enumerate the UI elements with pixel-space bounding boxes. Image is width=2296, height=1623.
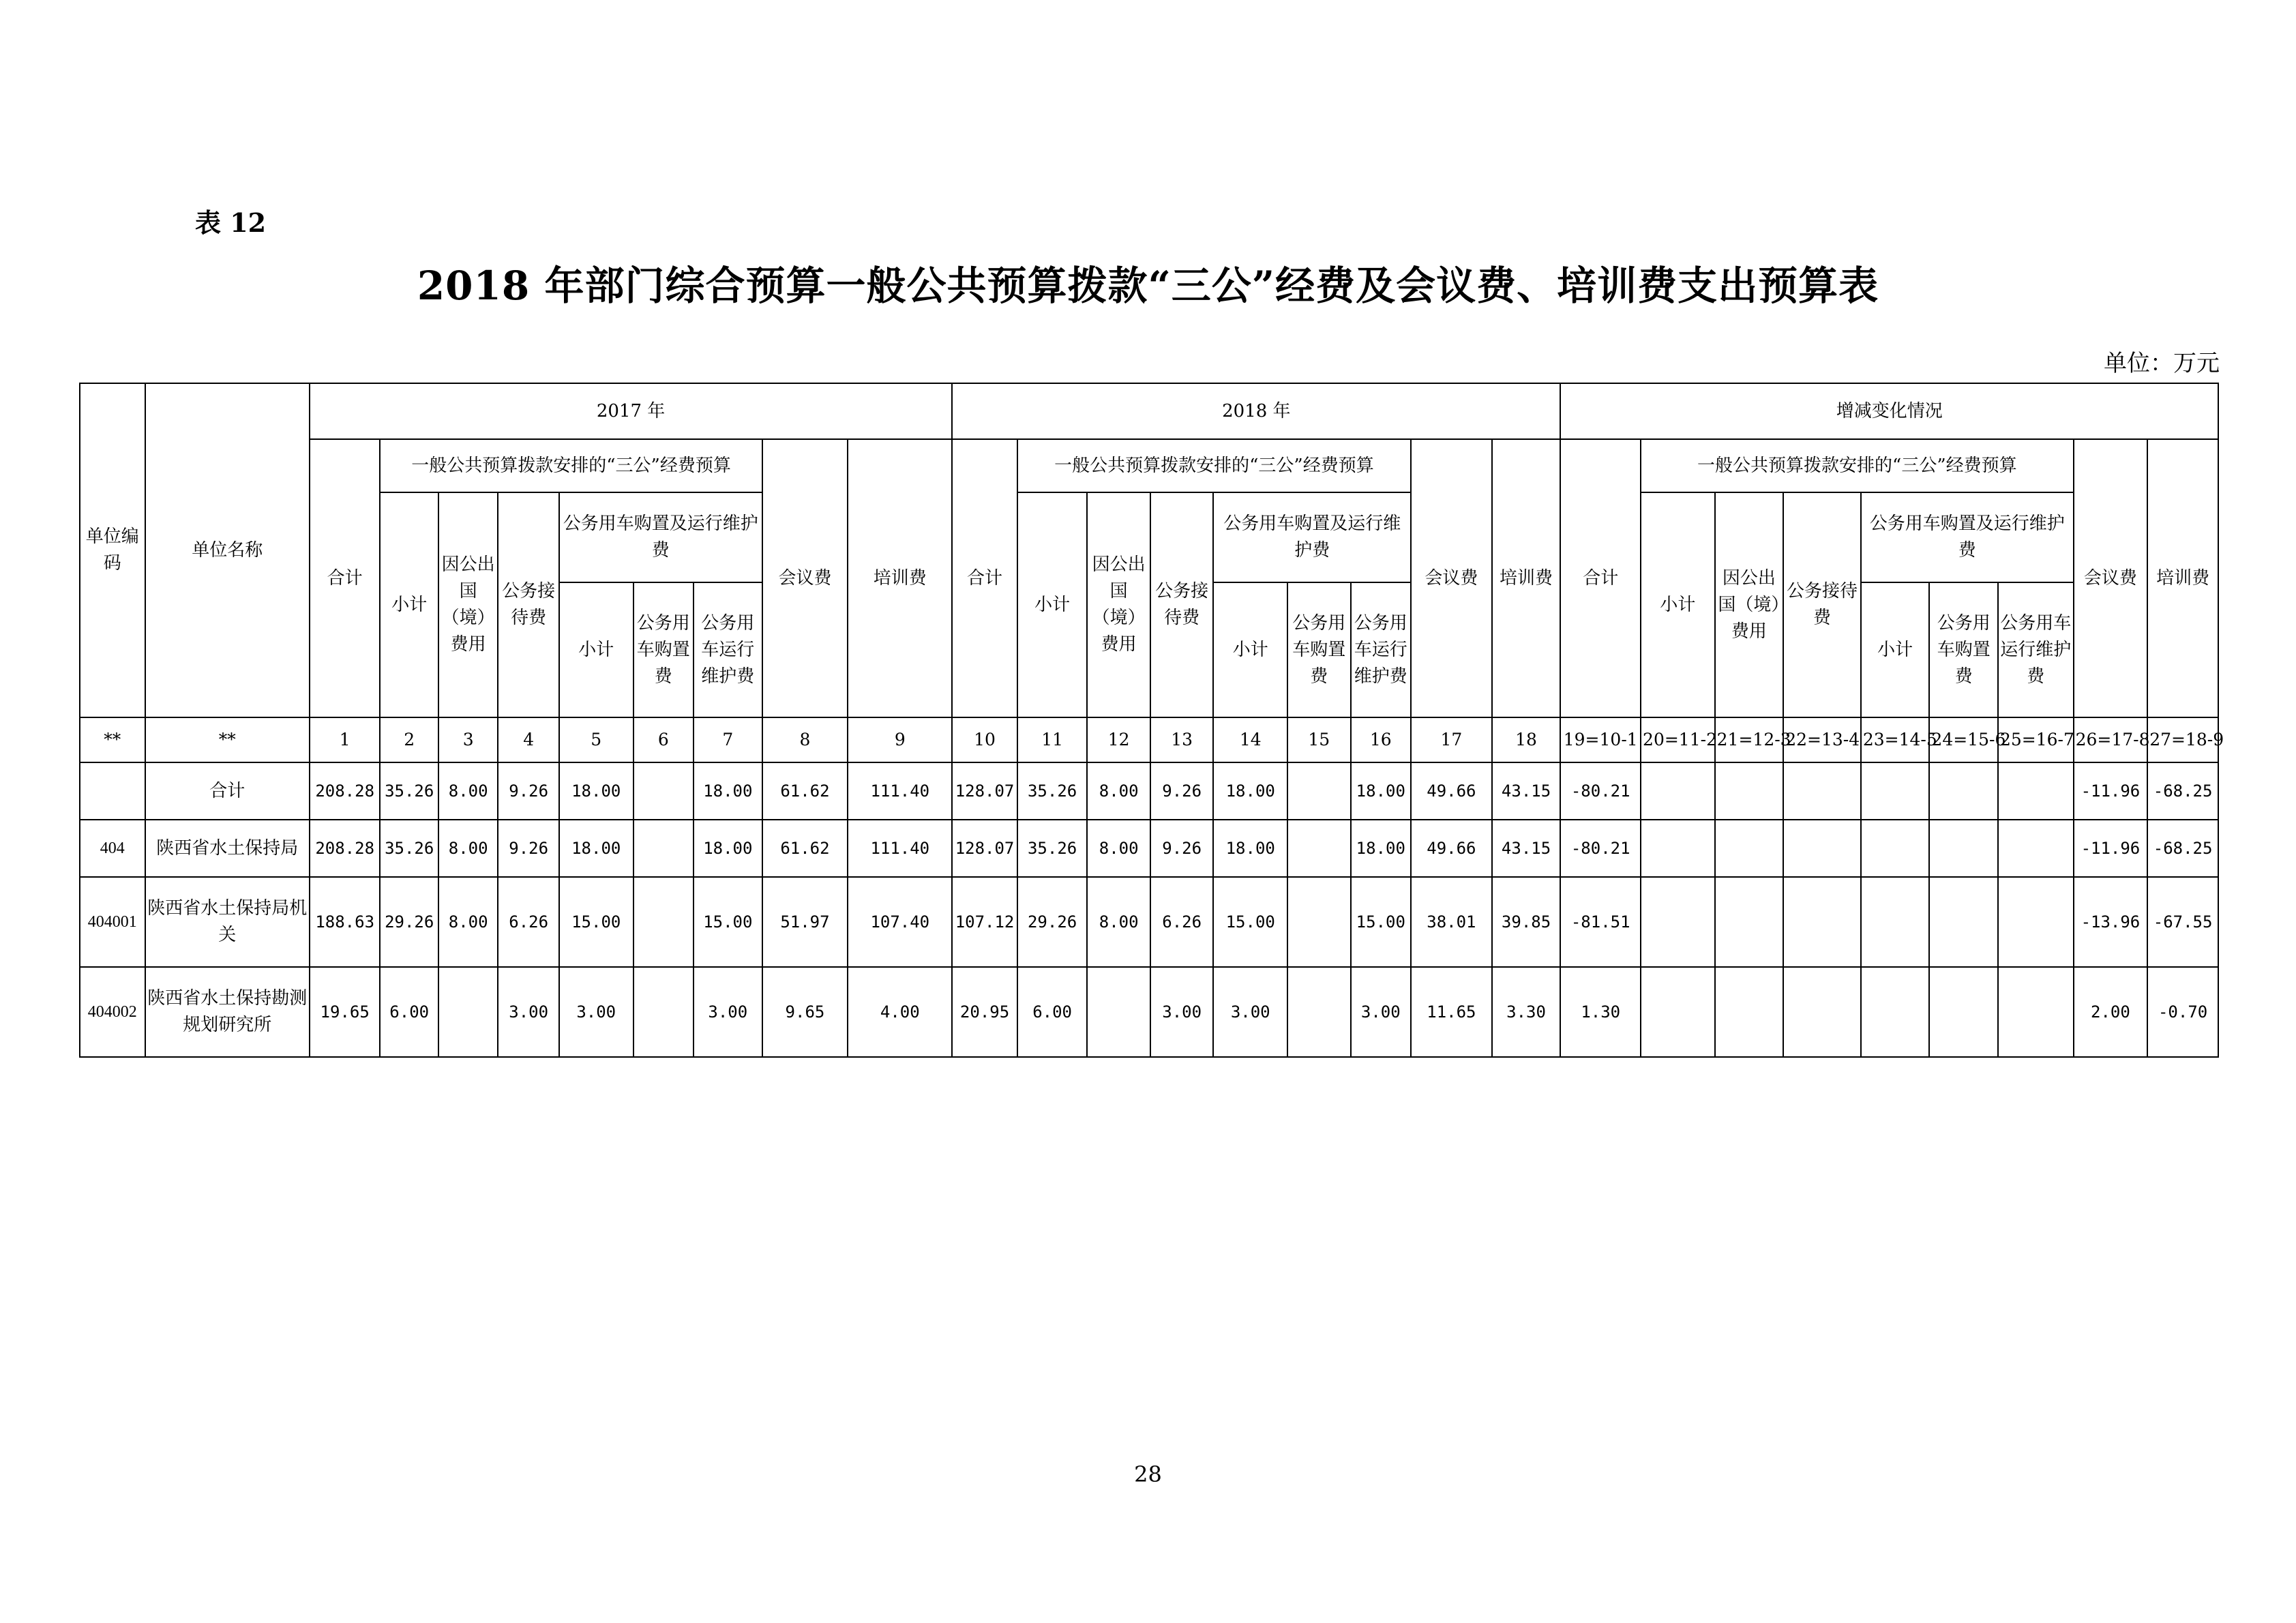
index-cell: 26=17-8 (2074, 717, 2148, 762)
value-cell (1641, 762, 1715, 820)
value-cell (1641, 877, 1715, 967)
value-cell (1287, 762, 1351, 820)
value-cell: 35.26 (1017, 820, 1088, 877)
value-cell (633, 820, 694, 877)
value-cell: -11.96 (2074, 820, 2148, 877)
unit-code-cell: 404002 (80, 967, 145, 1057)
value-cell: -68.25 (2147, 820, 2218, 877)
value-cell: 15.00 (559, 877, 633, 967)
value-cell: 111.40 (848, 762, 952, 820)
value-cell: 188.63 (310, 877, 381, 967)
index-cell: 15 (1287, 717, 1351, 762)
value-cell: 11.65 (1411, 967, 1492, 1057)
unit-name-cell: 合计 (145, 762, 310, 820)
header-reception-2018: 公务接待费 (1150, 492, 1214, 717)
value-cell (1783, 877, 1861, 967)
header-total-change: 合计 (1560, 439, 1641, 717)
header-unit-code: 单位编码 (80, 383, 145, 717)
value-cell: 6.00 (1017, 967, 1088, 1057)
value-cell: 3.00 (1351, 967, 1412, 1057)
header-total-2017: 合计 (310, 439, 381, 717)
column-index-row (80, 717, 2218, 762)
value-cell: 128.07 (952, 820, 1017, 877)
header-vehicle-operation-2018: 公务用车运行维护费 (1351, 582, 1412, 717)
header-vehicle-subtotal-2018: 小计 (1213, 582, 1287, 717)
header-vehicle-purchase-2018: 公务用车购置费 (1287, 582, 1351, 717)
value-cell: 8.00 (1087, 820, 1150, 877)
value-cell: 8.00 (1087, 762, 1150, 820)
header-abroad-2018: 因公出国（境）费用 (1087, 492, 1150, 717)
header-unit-name: 单位名称 (145, 383, 310, 717)
value-cell (633, 762, 694, 820)
data-rows (80, 762, 2218, 1057)
table-label: 表 12 (195, 207, 267, 238)
index-cell: 9 (848, 717, 952, 762)
index-cell: 13 (1150, 717, 1214, 762)
value-cell: 3.00 (498, 967, 559, 1057)
header-abroad-2017: 因公出国（境）费用 (438, 492, 498, 717)
value-cell: 8.00 (438, 762, 498, 820)
unit-code-cell: 404 (80, 820, 145, 877)
value-cell (1998, 820, 2074, 877)
value-cell (1929, 877, 1998, 967)
header-training-2018: 培训费 (1492, 439, 1561, 717)
header-change: 增减变化情况 (1560, 383, 2218, 439)
index-cell: 5 (559, 717, 633, 762)
header-abroad-change: 因公出国（境）费用 (1715, 492, 1784, 717)
value-cell: 6.00 (380, 967, 438, 1057)
value-cell: 6.26 (1150, 877, 1214, 967)
header-year-2017: 2017 年 (310, 383, 952, 439)
unit-note: 单位：万元 (2104, 350, 2220, 377)
page-title: 2018 年部门综合预算一般公共预算拨款“三公”经费及会议费、培训费支出预算表 (417, 263, 1879, 309)
value-cell (438, 967, 498, 1057)
value-cell: 18.00 (694, 820, 762, 877)
value-cell: 61.62 (762, 820, 848, 877)
value-cell (1715, 967, 1784, 1057)
value-cell: 49.66 (1411, 762, 1492, 820)
value-cell: 51.97 (762, 877, 848, 967)
value-cell: 107.12 (952, 877, 1017, 967)
table-row (80, 820, 2218, 877)
header-row-years (80, 383, 2218, 439)
value-cell: 111.40 (848, 820, 952, 877)
value-cell: -68.25 (2147, 762, 2218, 820)
value-cell: 35.26 (1017, 762, 1088, 820)
index-cell: 24=15-6 (1929, 717, 1998, 762)
value-cell (1861, 967, 1930, 1057)
value-cell (1287, 877, 1351, 967)
value-cell (1861, 762, 1930, 820)
value-cell: -80.21 (1560, 820, 1641, 877)
value-cell (1861, 877, 1930, 967)
index-cell: 22=13-4 (1783, 717, 1861, 762)
value-cell: 208.28 (310, 820, 381, 877)
value-cell (1998, 877, 2074, 967)
index-cell: 21=12-3 (1715, 717, 1784, 762)
table-row (80, 877, 2218, 967)
unit-name-cell: 陕西省水土保持勘测规划研究所 (145, 967, 310, 1057)
value-cell (1783, 762, 1861, 820)
index-cell: 23=14-5 (1861, 717, 1930, 762)
value-cell: 15.00 (1351, 877, 1412, 967)
value-cell (1861, 820, 1930, 877)
index-cell: 7 (694, 717, 762, 762)
index-cell: 12 (1087, 717, 1150, 762)
index-cell: 17 (1411, 717, 1492, 762)
value-cell: 8.00 (438, 877, 498, 967)
index-cell: 19=10-1 (1560, 717, 1641, 762)
value-cell (1998, 967, 2074, 1057)
value-cell: 29.26 (1017, 877, 1088, 967)
value-cell: 9.26 (498, 820, 559, 877)
value-cell (1087, 967, 1150, 1057)
header-row-subcategories (80, 492, 2218, 582)
value-cell: 15.00 (1213, 877, 1287, 967)
index-cell: 27=18-9 (2147, 717, 2218, 762)
value-cell (1929, 967, 1998, 1057)
value-cell (1929, 762, 1998, 820)
index-cell: 6 (633, 717, 694, 762)
value-cell: 9.65 (762, 967, 848, 1057)
value-cell (1715, 877, 1784, 967)
value-cell: 18.00 (1351, 762, 1412, 820)
unit-code-cell (80, 762, 145, 820)
value-cell: 8.00 (438, 820, 498, 877)
header-reception-2017: 公务接待费 (498, 492, 559, 717)
value-cell: 9.26 (1150, 762, 1214, 820)
unit-name-cell: 陕西省水土保持局 (145, 820, 310, 877)
header-meeting-2017: 会议费 (762, 439, 848, 717)
table-row (80, 967, 2218, 1057)
value-cell (1929, 820, 1998, 877)
value-cell: 3.30 (1492, 967, 1561, 1057)
value-cell: 43.15 (1492, 820, 1561, 877)
value-cell: 15.00 (694, 877, 762, 967)
header-row-categories (80, 439, 2218, 492)
value-cell (633, 967, 694, 1057)
value-cell: 39.85 (1492, 877, 1561, 967)
value-cell: 9.26 (1150, 820, 1214, 877)
value-cell: 3.00 (559, 967, 633, 1057)
header-meeting-change: 会议费 (2074, 439, 2148, 717)
value-cell: 2.00 (2074, 967, 2148, 1057)
header-vehicle-change: 公务用车购置及运行维护费 (1861, 492, 2074, 582)
value-cell (1715, 820, 1784, 877)
value-cell (1641, 820, 1715, 877)
header-vehicle-operation-2017: 公务用车运行维护费 (694, 582, 762, 717)
header-sangong-change: 一般公共预算拨款安排的“三公”经费预算 (1641, 439, 2074, 492)
header-training-change: 培训费 (2147, 439, 2218, 717)
index-cell: 16 (1351, 717, 1412, 762)
header-vehicle-operation-change: 公务用车运行维护费 (1998, 582, 2074, 717)
page-number: 28 (1134, 1461, 1162, 1487)
header-subtotal-change: 小计 (1641, 492, 1715, 717)
budget-table (79, 383, 2224, 1058)
value-cell: 1.30 (1560, 967, 1641, 1057)
index-cell: 10 (952, 717, 1017, 762)
index-cell: 20=11-2 (1641, 717, 1715, 762)
value-cell: 35.26 (380, 762, 438, 820)
value-cell (1641, 967, 1715, 1057)
index-cell: 3 (438, 717, 498, 762)
header-reception-change: 公务接待费 (1783, 492, 1861, 717)
value-cell: 19.65 (310, 967, 381, 1057)
index-cell: ** (145, 717, 310, 762)
value-cell: 9.26 (498, 762, 559, 820)
value-cell: 18.00 (1213, 820, 1287, 877)
value-cell (1998, 762, 2074, 820)
header-vehicle-2018: 公务用车购置及运行维护费 (1213, 492, 1411, 582)
value-cell (1783, 967, 1861, 1057)
index-cell: 8 (762, 717, 848, 762)
value-cell: 208.28 (310, 762, 381, 820)
value-cell: 3.00 (1150, 967, 1214, 1057)
value-cell: -11.96 (2074, 762, 2148, 820)
header-vehicle-purchase-2017: 公务用车购置费 (633, 582, 694, 717)
value-cell: -67.55 (2147, 877, 2218, 967)
value-cell: 18.00 (694, 762, 762, 820)
value-cell: 18.00 (559, 762, 633, 820)
value-cell: 18.00 (1351, 820, 1412, 877)
index-cell: ** (80, 717, 145, 762)
header-meeting-2018: 会议费 (1411, 439, 1492, 717)
header-vehicle-2017: 公务用车购置及运行维护费 (559, 492, 762, 582)
index-cell: 4 (498, 717, 559, 762)
index-cell: 14 (1213, 717, 1287, 762)
value-cell: 8.00 (1087, 877, 1150, 967)
value-cell: 128.07 (952, 762, 1017, 820)
index-cell: 2 (380, 717, 438, 762)
value-cell: 6.26 (498, 877, 559, 967)
value-cell (1715, 762, 1784, 820)
value-cell: 18.00 (559, 820, 633, 877)
value-cell: 35.26 (380, 820, 438, 877)
header-total-2018: 合计 (952, 439, 1017, 717)
table-row (80, 762, 2218, 820)
value-cell: 18.00 (1213, 762, 1287, 820)
unit-code-cell: 404001 (80, 877, 145, 967)
value-cell: -81.51 (1560, 877, 1641, 967)
value-cell: 29.26 (380, 877, 438, 967)
header-training-2017: 培训费 (848, 439, 952, 717)
header-vehicle-purchase-change: 公务用车购置费 (1929, 582, 1998, 717)
value-cell: 61.62 (762, 762, 848, 820)
value-cell: 43.15 (1492, 762, 1561, 820)
header-vehicle-subtotal-2017: 小计 (559, 582, 633, 717)
value-cell: 49.66 (1411, 820, 1492, 877)
value-cell: 3.00 (694, 967, 762, 1057)
header-year-2018: 2018 年 (952, 383, 1560, 439)
value-cell (1287, 820, 1351, 877)
header-subtotal-2018: 小计 (1017, 492, 1088, 717)
unit-name-cell: 陕西省水土保持局机关 (145, 877, 310, 967)
header-subtotal-2017: 小计 (380, 492, 438, 717)
value-cell: 107.40 (848, 877, 952, 967)
header-sangong-2018: 一般公共预算拨款安排的“三公”经费预算 (1017, 439, 1411, 492)
index-cell: 25=16-7 (1998, 717, 2074, 762)
header-vehicle-subtotal-change: 小计 (1861, 582, 1930, 717)
value-cell: 20.95 (952, 967, 1017, 1057)
value-cell (1783, 820, 1861, 877)
index-cell: 1 (310, 717, 381, 762)
value-cell: 4.00 (848, 967, 952, 1057)
value-cell: -80.21 (1560, 762, 1641, 820)
header-sangong-2017: 一般公共预算拨款安排的“三公”经费预算 (380, 439, 762, 492)
value-cell: 38.01 (1411, 877, 1492, 967)
value-cell (1287, 967, 1351, 1057)
value-cell: -13.96 (2074, 877, 2148, 967)
value-cell: -0.70 (2147, 967, 2218, 1057)
value-cell (633, 877, 694, 967)
index-cell: 18 (1492, 717, 1561, 762)
value-cell: 3.00 (1213, 967, 1287, 1057)
index-cell: 11 (1017, 717, 1088, 762)
